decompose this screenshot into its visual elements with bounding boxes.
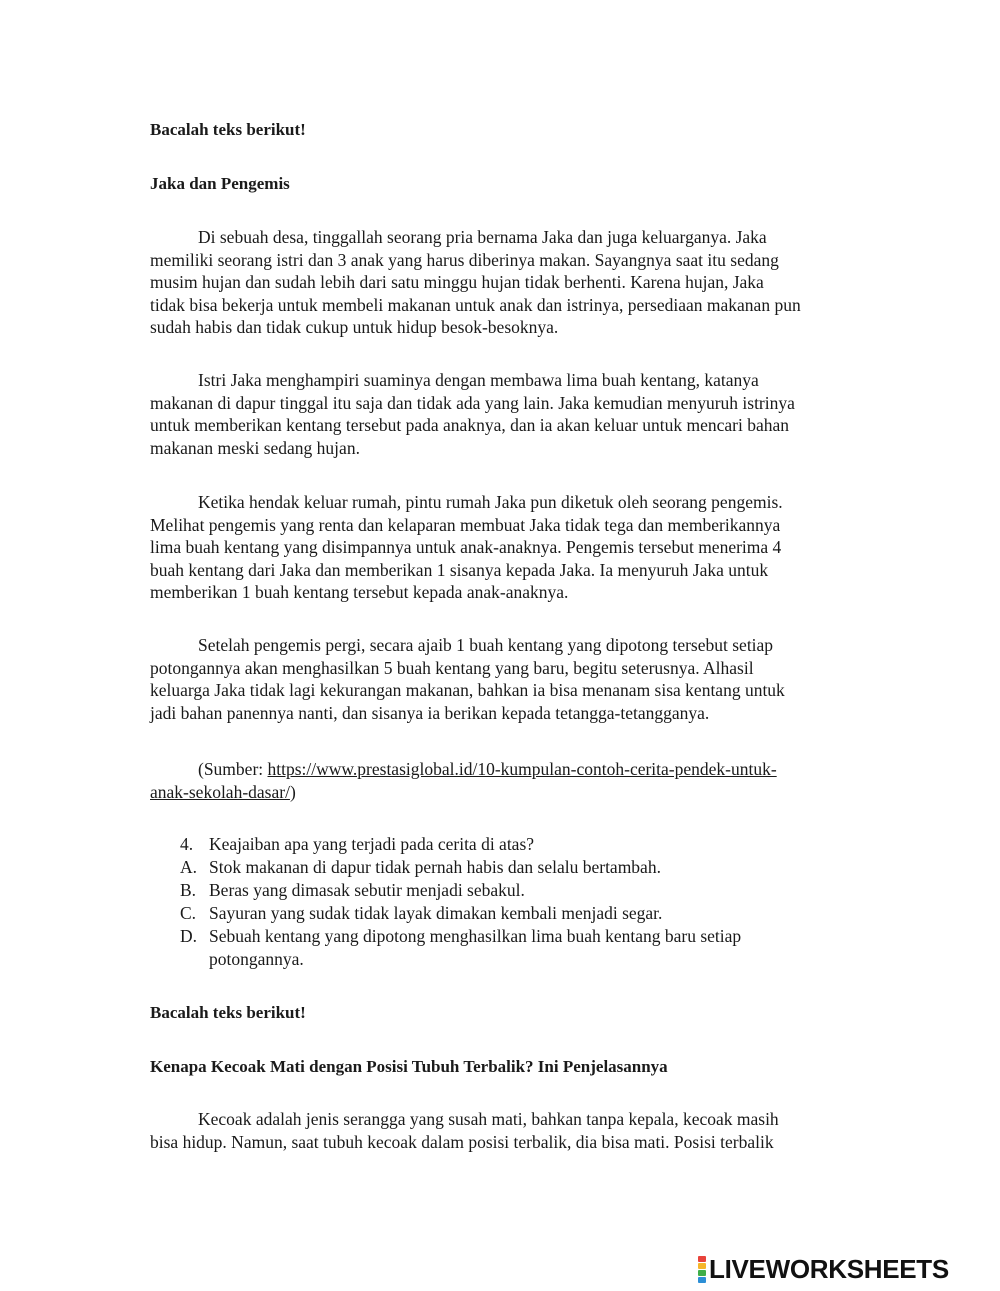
logo-block-green bbox=[698, 1270, 706, 1276]
option-text-cont: potongannya. bbox=[209, 949, 304, 969]
text-line: Kecoak adalah jenis serangga yang susah mati, bahkan tanpa kepala, kecoak masih bbox=[198, 1109, 779, 1129]
text-line: bisa hidup. Namun, saat tubuh kecoak dalam posisi terbalik, dia bisa mati. Posisi terbalik bbox=[150, 1131, 774, 1152]
instruction-heading-1: Bacalah teks berikut! bbox=[150, 120, 306, 139]
story-paragraph-4 bbox=[150, 634, 885, 724]
option-letter: A. bbox=[180, 857, 198, 877]
text-line: makanan meski sedang hujan. bbox=[150, 437, 360, 458]
text-line: jadi bahan panennya nanti, dan sisanya ia berikan kepada tetangga-tetangganya. bbox=[150, 702, 710, 723]
story-paragraph-2 bbox=[150, 369, 885, 459]
option-text: Sebuah kentang yang dipotong menghasilkan lima buah kentang baru setiap bbox=[209, 926, 742, 946]
text-line: makanan di dapur tinggal itu saja dan tidak ada yang lain. Jaka kemudian menyuruh istrinya bbox=[150, 392, 795, 413]
text-line: keluarga Jaka tidak lagi kekurangan makanan, bahkan ia bisa menanam sisa kentang untuk bbox=[150, 680, 785, 700]
text-line: memiliki seorang istri dan 3 anak yang harus diberinya makan. Sayangnya saat itu sedang bbox=[150, 249, 779, 270]
source-link[interactable]: https://www.prestasiglobal.id/10-kumpulan-contoh-cerita-pendek-untuk- bbox=[267, 759, 777, 779]
logo-block-yellow bbox=[698, 1263, 706, 1269]
text-line: sudah habis dan tidak cukup untuk hidup besok-besoknya. bbox=[150, 317, 559, 337]
text-line: lima buah kentang yang disimpannya untuk anak-anaknya. Pengemis tersebut menerima 4 bbox=[150, 537, 782, 557]
option-letter: D. bbox=[180, 926, 198, 946]
option-a[interactable] bbox=[150, 856, 850, 879]
question-text: Keajaiban apa yang terjadi pada cerita di atas? bbox=[209, 834, 535, 854]
logo-blocks-icon bbox=[698, 1256, 706, 1283]
text-line: untuk memberikan kentang tersebut pada anaknya, dan ia akan keluar untuk mencari bahan bbox=[150, 415, 789, 435]
source-line-2 bbox=[150, 781, 885, 804]
text-line: Melihat pengemis yang renta dan kelaparan membuat Jaka tidak tega dan memberikannya bbox=[150, 514, 781, 535]
logo-block-blue bbox=[698, 1277, 706, 1283]
option-letter: C. bbox=[180, 903, 197, 923]
option-text: Sayuran yang sudak tidak layak dimakan kembali menjadi segar. bbox=[209, 903, 663, 923]
text-line: Setelah pengemis pergi, secara ajaib 1 buah kentang yang dipotong tersebut setiap bbox=[198, 635, 774, 655]
option-b[interactable] bbox=[150, 879, 850, 902]
source-citation bbox=[150, 758, 885, 803]
text-line: potongannya akan menghasilkan 5 buah kentang yang baru, begitu seterusnya. Alhasil bbox=[150, 657, 754, 678]
source-suffix: ) bbox=[289, 781, 296, 802]
option-text: Stok makanan di dapur tidak pernah habis dan selalu bertambah. bbox=[209, 857, 661, 877]
source-link-cont[interactable]: anak-sekolah-dasar/ bbox=[150, 781, 290, 802]
article-title: Kenapa Kecoak Mati dengan Posisi Tubuh Terbalik? Ini Penjelasannya bbox=[150, 1057, 668, 1076]
question-number: 4. bbox=[180, 834, 194, 854]
question-stem bbox=[150, 833, 850, 856]
text-line: Di sebuah desa, tinggallah seorang pria bernama Jaka dan juga keluarganya. Jaka bbox=[198, 227, 767, 247]
question-4 bbox=[150, 833, 850, 971]
article-paragraph-1 bbox=[150, 1108, 885, 1153]
text-line: tidak bisa bekerja untuk membeli makanan untuk anak dan istrinya, persediaan makanan pun bbox=[150, 294, 801, 315]
instruction-heading-2: Bacalah teks berikut! bbox=[150, 1003, 306, 1022]
text-line: buah kentang dari Jaka dan memberikan 1 sisanya kepada Jaka. Ia menyuruh Jaka untuk bbox=[150, 559, 769, 580]
text-line: Istri Jaka menghampiri suaminya dengan membawa lima buah kentang, katanya bbox=[198, 370, 759, 390]
story-paragraph-1 bbox=[150, 226, 885, 339]
text-line: musim hujan dan sudah lebih dari satu minggu hujan tidak berhenti. Karena hujan, Jaka bbox=[150, 272, 764, 292]
liveworksheets-logo bbox=[698, 1255, 949, 1283]
story-paragraph-3 bbox=[150, 491, 885, 604]
source-line-1 bbox=[150, 758, 885, 781]
story-title: Jaka dan Pengemis bbox=[150, 174, 290, 193]
text-line: Ketika hendak keluar rumah, pintu rumah Jaka pun diketuk oleh seorang pengemis. bbox=[198, 492, 783, 512]
logo-text: LIVEWORKSHEETS bbox=[709, 1253, 949, 1284]
text-line: memberikan 1 buah kentang tersebut kepada anak-anaknya. bbox=[150, 582, 569, 602]
option-letter: B. bbox=[180, 880, 197, 900]
option-c[interactable] bbox=[150, 902, 850, 925]
source-prefix: (Sumber: bbox=[198, 759, 268, 779]
option-text: Beras yang dimasak sebutir menjadi sebakul. bbox=[209, 880, 525, 900]
option-d[interactable] bbox=[150, 925, 850, 971]
logo-block-red bbox=[698, 1256, 706, 1262]
